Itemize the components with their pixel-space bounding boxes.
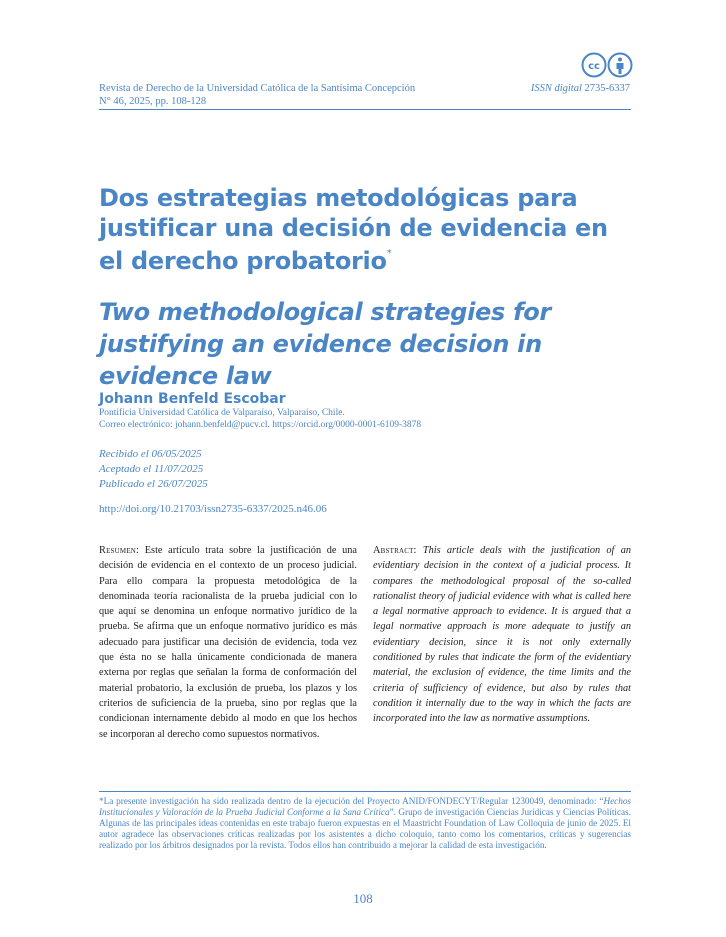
journal-issue: N° 46, 2025, pp. 108-128 [99, 95, 207, 107]
footnote-mark: * [99, 796, 104, 806]
header-divider [99, 109, 631, 110]
abstract-english [373, 543, 631, 727]
issn-label: ISSN digital [530, 83, 582, 94]
journal-header [99, 83, 415, 108]
issn-value: 2735-6337 [584, 83, 630, 94]
title-spanish [99, 183, 639, 276]
author-name: Johann Benfeld Escobar [99, 391, 286, 407]
footnote-project-title: Hechos Institucionales y Valoración de la Prueba Judicial Conforme a la Sana Crítica [99, 796, 631, 817]
abstract-english-label: Abstract: [373, 545, 417, 556]
abstract-spanish-label: Resumen: [99, 545, 140, 556]
date-accepted: Aceptado el 11/07/2025 [99, 463, 204, 475]
svg-text:cc: cc [588, 61, 600, 72]
date-received: Recibido el 06/05/2025 [99, 448, 202, 460]
date-published: Publicado el 26/07/2025 [99, 478, 208, 490]
footnote-text-b: ”. Grupo de investigación Ciencias Jurídicas y Ciencias Políticas. Algunas de las principales ideas contenidas en este trabajo fueron expuestas en el Maastricht Foundation of Law Colloquia de junio de 2025. El autor agradece las observaciones críticas realizadas por los asistentes a dicho coloquio, tanto como los comentarios, críticas y sugerencias realizado por los árbitros designados por la revista. Todos ellos han contribuido a mejorar la calidad de esta investigación. [99, 807, 631, 850]
journal-name: Revista de Derecho de la Universidad Católica de la Santísima Concepción [99, 83, 416, 94]
footnote-text-a: La presente investigación ha sido realizada dentro de la ejecución del Proyecto ANID/FONDECYT/Regular 1230049, denominado: “ [103, 796, 604, 806]
page-number: 108 [353, 891, 373, 906]
attribution-icon [609, 54, 632, 77]
article-dates [99, 447, 208, 492]
footnote-divider [99, 791, 631, 792]
author-affiliation-block [99, 408, 421, 431]
abstract-english-text: This article deals with the justification of an evidentiary decision in the context of a judicial process. It compares the methodological proposal of the so-called rationalist theory of judicial evidence with what is called here a legal normative approach to evidence. It is argued that a legal normative approach is more adequate to justify an evidentiary decision, since it is not only externally conditioned by rules that indicate the form of the evidentiary material, the exclusion of evidence, the time limits and the criteria of sufficiency of evidence, but also by rules that condition it internally due to the way in which the facts are incorporated into the law as normative assumptions. [373, 545, 631, 725]
author-contact: Correo electrónico: johann.benfeld@pucv.cl. https://orcid.org/0000-0001-6109-3878 [99, 419, 422, 430]
footnote [99, 796, 631, 851]
title-footnote-mark: * [386, 248, 392, 259]
title-spanish-text: Dos estrategias metodológicas para justificar una decisión de evidencia en el derecho probatorio [99, 184, 608, 275]
title-english: Two methodological strategies for justifying an evidence decision in evidence law [99, 298, 551, 390]
cc-by-license-logo [581, 52, 633, 78]
author-affiliation: Pontificia Universidad Católica de Valparaíso, Valparaíso, Chile. [99, 408, 345, 418]
cc-icon [583, 54, 606, 77]
abstract-spanish [99, 543, 357, 742]
abstract-spanish-text: Este artículo trata sobre la justificación de una decisión de evidencia en el contexto de un proceso judicial. Para ello compara la propuesta metodológica de la denominada teoría racionalista de la prueba judicial con lo que aquí se denomina un enfoque normativo jurídico de la prueba. Se afirma que un enfoque normativo jurídico es más adecuado para justificar una decisión de evidencia, toda vez que ésta no se halla únicamente condicionada de manera externa por reglas que señalan la forma de conformación del material probatorio, la exclusión de prueba, los plazos y los criterios de suficiencia de la prueba, sino por reglas que la condicionan internamente debido al modo en que los hechos se incorporan al derecho como supuestos normativos. [99, 545, 357, 740]
doi-link[interactable]: http://doi.org/10.21703/issn2735-6337/2025.n46.06 [99, 503, 327, 515]
issn [531, 83, 630, 94]
